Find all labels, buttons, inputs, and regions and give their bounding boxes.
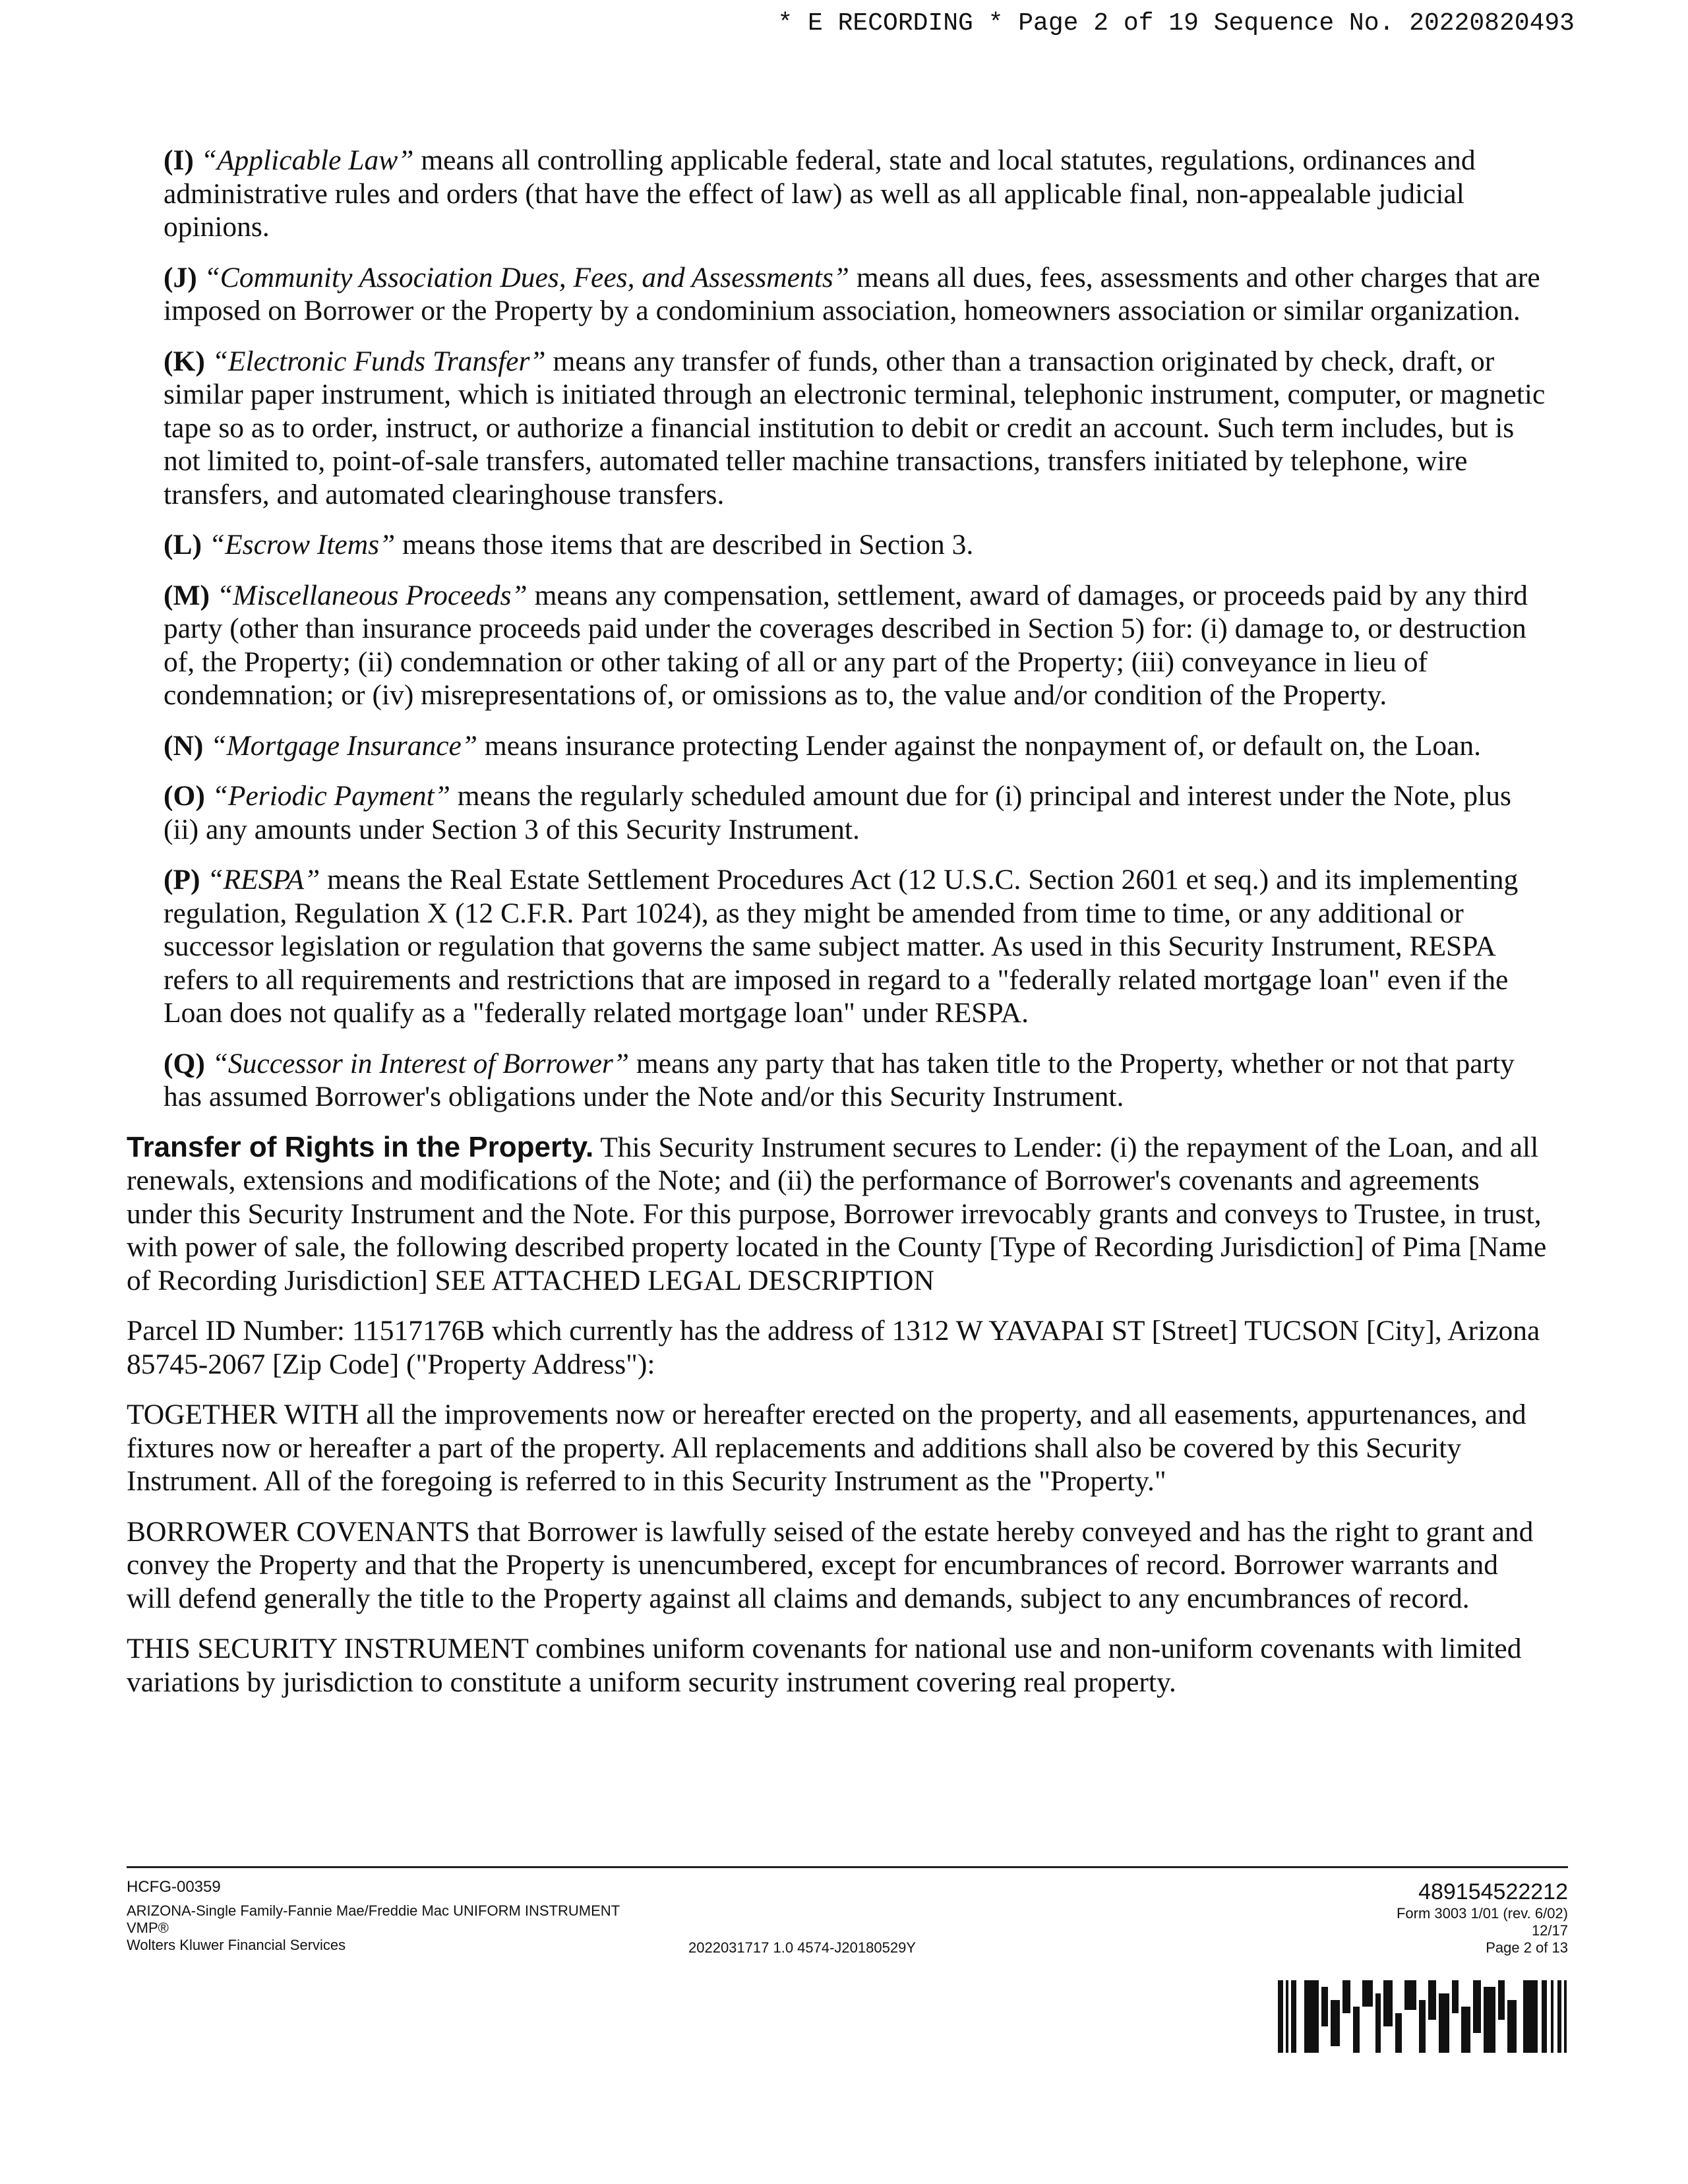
definition-periodic-payment xyxy=(164,779,1548,846)
definition-text: means any transfer of funds, other than a transaction originated by check, draft, or similar paper instrument, which is initiated through an electronic terminal, telephonic instrument, computer, or magnetic tape so as to order, instruct, or authorize a financial institution to debit or credit an account. Such term includes, but is not limited to, point-of-sale transfers, automated teller machine transactions, transfers initiated by telephone, wire transfers, and automated clearinghouse transfers. xyxy=(164,345,1546,510)
definition-term: “Miscellaneous Proceeds” xyxy=(216,579,528,611)
borrower-covenants-paragraph: BORROWER COVENANTS that Borrower is lawfully seised of the estate hereby conveyed and has the right to grant and convey the Property and that the Property is unencumbered, except for encumbrances of record. Borrower warrants and will defend generally the title to the Property against all claims and demands, subject to any encumbrances of record. xyxy=(127,1515,1534,1614)
definition-term: “Periodic Payment” xyxy=(212,780,450,812)
definition-successor-in-interest xyxy=(164,1047,1548,1114)
transfer-of-rights-paragraph xyxy=(127,1131,1548,1298)
revision-date: 12/17 xyxy=(1531,1922,1568,1939)
form-code: HCFG-00359 xyxy=(127,1878,221,1896)
definition-term: “Applicable Law” xyxy=(200,144,414,176)
definition-letter: (J) xyxy=(164,261,197,293)
definition-letter: (P) xyxy=(164,864,200,895)
definition-letter: (O) xyxy=(164,780,205,812)
definition-text: means the regularly scheduled amount due for (i) principal and interest under the Note, plus (ii) any amounts under Section 3 of this Security Instrument. xyxy=(164,780,1511,845)
definition-term: “Escrow Items” xyxy=(208,529,396,561)
definition-letter: (Q) xyxy=(164,1047,205,1079)
definition-respa xyxy=(164,863,1548,1030)
definition-letter: (K) xyxy=(164,345,205,377)
barcode-icon xyxy=(1278,1980,1568,2053)
form-title: ARIZONA-Single Family-Fannie Mae/Freddie Mac UNIFORM INSTRUMENT xyxy=(127,1902,620,1919)
definition-letter: (I) xyxy=(164,144,194,176)
vmp-mark: VMP® xyxy=(127,1920,169,1936)
definition-mortgage-insurance xyxy=(164,729,1548,763)
publisher: Wolters Kluwer Financial Services xyxy=(127,1937,346,1953)
document-body xyxy=(127,144,1548,1716)
document-id: 2022031717 1.0 4574-J20180529Y xyxy=(688,1939,916,1956)
page-number: Page 2 of 13 xyxy=(1486,1939,1568,1956)
footer-right xyxy=(1397,1879,1568,1957)
paragraph-text: This Security Instrument secures to Lender: (i) the repayment of the Loan, and all renewals, extensions and modifications of the Note; and (ii) the performance of Borrower's covenants and agreements under this Security Instrument and the Note. For this purpose, Borrower irrevocably grants and conveys to Trustee, in trust, with power of sale, the following described property located in the County [Type of Recording Jurisdiction] of Pima [Name of Recording Jurisdiction] SEE ATTACHED LEGAL DESCRIPTION xyxy=(127,1131,1547,1296)
definition-term: “Successor in Interest of Borrower” xyxy=(212,1047,630,1079)
definition-text: means any party that has taken title to the Property, whether or not that party has assumed Borrower's obligations under the Note and/or this Security Instrument. xyxy=(164,1047,1515,1112)
page-footer xyxy=(127,1866,1568,1956)
definition-text: means any compensation, settlement, award of damages, or proceeds paid by any third party (other than insurance proceeds paid under the coverages described in Section 5) for: (i) damage to, or destruction of, the Property; (ii) condemnation or other taking of all or any part of the Property; (iii) conveyance in lieu of condemnation; or (iv) misrepresentations of, or omissions as to, the value and/or condition of the Property. xyxy=(164,579,1528,711)
definition-applicable-law xyxy=(164,144,1548,244)
footer-left xyxy=(127,1879,620,1954)
definition-term: “Mortgage Insurance” xyxy=(210,729,478,762)
definition-letter: (N) xyxy=(164,729,204,762)
definition-term: “Electronic Funds Transfer” xyxy=(212,345,546,377)
recording-header: * E RECORDING * Page 2 of 19 Sequence No. 20220820493 xyxy=(777,9,1575,38)
definition-text: means all dues, fees, assessments and other charges that are imposed on Borrower or the Property by a condominium association, homeowners association or similar organization. xyxy=(164,261,1540,326)
form-number: Form 3003 1/01 (rev. 6/02) xyxy=(1396,1905,1568,1922)
definition-letter: (M) xyxy=(164,579,210,611)
definition-community-association-dues xyxy=(164,261,1548,328)
definition-text: means those items that are described in Section 3. xyxy=(395,529,974,561)
section-heading: Transfer of Rights in the Property. xyxy=(127,1130,594,1163)
definition-letter: (L) xyxy=(164,529,202,561)
definition-electronic-funds-transfer xyxy=(164,345,1548,512)
definition-term: “Community Association Dues, Fees, and Assessments” xyxy=(204,261,849,293)
definition-text: means the Real Estate Settlement Procedures Act (12 U.S.C. Section 2601 et seq.) and its implementing regulation, Regulation X (12 C.F.R. Part 1024), as they might be amended from time to time, or any additional or successor legislation or regulation that governs the same subject matter. As used in this Security Instrument, RESPA refers to all requirements and restrictions that are imposed in regard to a "federally related mortgage loan" even if the Loan does not qualify as a "federally related mortgage loan" under RESPA. xyxy=(164,864,1519,1029)
definition-miscellaneous-proceeds xyxy=(164,579,1548,712)
definition-text: means all controlling applicable federal, state and local statutes, regulations, ordinances and administrative rules and orders (that have the effect of law) as well as all applicable final, non-appealable judicial opinions. xyxy=(164,144,1476,243)
parcel-id-paragraph: Parcel ID Number: 11517176B which currently has the address of 1312 W YAVAPAI ST [Street] TUCSON [City], Arizona 85745-2067 [Zip Code] ("Property Address"): xyxy=(127,1315,1540,1380)
definition-escrow-items xyxy=(164,528,1548,562)
definition-text: means insurance protecting Lender against the nonpayment of, or default on, the Loan. xyxy=(477,729,1482,762)
definition-term: “RESPA” xyxy=(207,864,320,895)
loan-number: 489154522212 xyxy=(1418,1879,1568,1904)
security-instrument-paragraph: THIS SECURITY INSTRUMENT combines uniform covenants for national use and non-uniform covenants with limited variations by jurisdiction to constitute a uniform security instrument covering real property. xyxy=(127,1633,1522,1698)
together-with-paragraph: TOGETHER WITH all the improvements now or hereafter erected on the property, and all easements, appurtenances, and fixtures now or hereafter a part of the property. All replacements and additions shall also be covered by this Security Instrument. All of the foregoing is referred to in this Security Instrument as the "Property." xyxy=(127,1399,1526,1497)
